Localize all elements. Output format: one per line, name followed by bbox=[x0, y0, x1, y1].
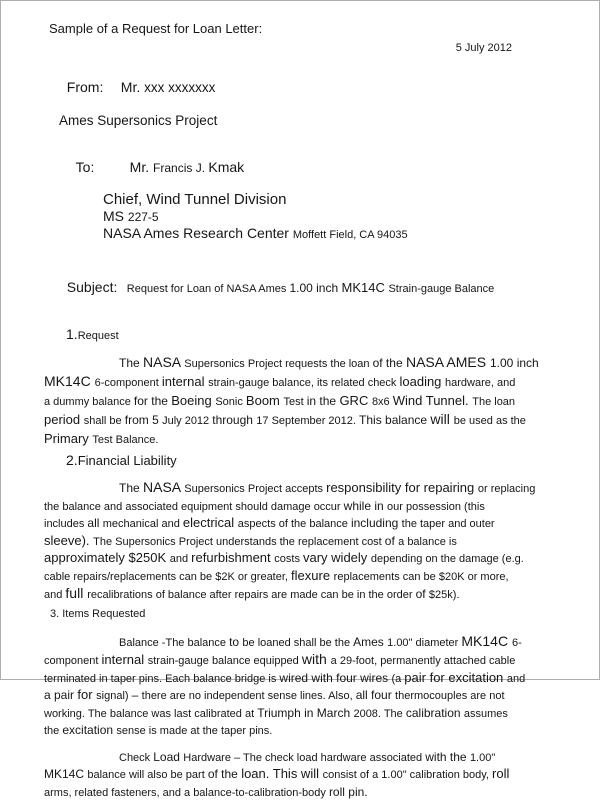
letter-section bbox=[44, 452, 559, 604]
text-segment: This will bbox=[273, 766, 323, 781]
to-recipient-name bbox=[130, 159, 244, 176]
from-label: From: bbox=[67, 79, 121, 96]
text-segment: in the bbox=[307, 394, 340, 408]
text-segment: mechanical and bbox=[103, 518, 183, 530]
text-segment: 6- bbox=[512, 637, 522, 649]
text-segment: working. The balance was last calibrated at bbox=[44, 708, 257, 720]
paragraph bbox=[44, 479, 559, 604]
text-segment: a 29-foot, permanently attached cable bbox=[331, 655, 516, 667]
text-segment: Sonic bbox=[215, 396, 246, 408]
paragraph bbox=[44, 749, 559, 801]
subject-text bbox=[127, 279, 494, 296]
text-segment: Load bbox=[153, 750, 183, 764]
text-segment: with the bbox=[425, 750, 470, 764]
text-segment: thermocouples are not bbox=[395, 690, 504, 702]
text-segment: be used as the bbox=[454, 415, 526, 427]
text-segment: 1.00 inch bbox=[490, 356, 539, 370]
text-segment: Hardware bbox=[183, 752, 234, 764]
document-title: Sample of a Request for Loan Letter: bbox=[49, 21, 559, 37]
text-segment: roll pin. bbox=[329, 785, 368, 799]
text-segment: will bbox=[430, 411, 453, 427]
text-segment: Francis J. bbox=[153, 161, 208, 175]
text-segment: 3. Items Requested bbox=[50, 608, 145, 620]
text-segment: The Supersonics Project understands the replacement cost bbox=[93, 536, 385, 548]
text-segment: Boom bbox=[246, 393, 284, 408]
text-segment: of the bbox=[208, 767, 241, 781]
text-segment: The bbox=[119, 481, 143, 495]
text-segment: terminated in taper pins. Each balance bridge is bbox=[44, 673, 279, 685]
text-segment: Balance -The balance bbox=[119, 637, 229, 649]
paragraph-line bbox=[44, 479, 559, 498]
text-segment: of bbox=[416, 587, 429, 601]
text-segment: and bbox=[507, 673, 525, 685]
text-segment: all bbox=[87, 516, 102, 530]
text-segment: loading bbox=[399, 374, 445, 389]
to-row bbox=[49, 143, 559, 192]
text-segment: the taper and outer bbox=[402, 518, 495, 530]
text-segment: to bbox=[229, 635, 242, 649]
text-segment: Request bbox=[78, 330, 119, 342]
text-segment: vary widely bbox=[303, 550, 371, 565]
to-label: To: bbox=[76, 159, 130, 175]
text-segment: arms, related fasteners, and a balance-to-calibration-body bbox=[44, 787, 329, 799]
text-segment: roll bbox=[492, 766, 509, 781]
text-segment: Test Balance. bbox=[92, 434, 158, 446]
text-segment: pair for excitation bbox=[404, 670, 507, 685]
text-segment: cable repairs/replacements can be $2K or greater, bbox=[44, 571, 291, 583]
text-segment: flexure bbox=[291, 568, 334, 583]
text-segment: of bbox=[385, 534, 398, 548]
paragraph-line bbox=[44, 633, 559, 652]
text-segment: full bbox=[65, 585, 87, 601]
paragraph bbox=[44, 633, 559, 740]
paragraph-line bbox=[44, 392, 559, 411]
text-segment: electrical bbox=[183, 515, 238, 530]
text-segment: and bbox=[44, 589, 65, 601]
text-segment: sleeve). bbox=[44, 533, 93, 548]
section-heading bbox=[66, 452, 559, 469]
subject-label: Subject: bbox=[67, 278, 127, 296]
letter-section bbox=[44, 326, 559, 449]
letter-body bbox=[44, 326, 559, 801]
text-segment: 1.00 inch bbox=[289, 281, 341, 295]
paragraph bbox=[44, 354, 559, 449]
text-segment: The bbox=[119, 356, 143, 370]
text-segment: 1. bbox=[66, 326, 78, 342]
text-segment: 1.00" bbox=[470, 752, 495, 764]
text-segment: xxx xxxxxxx bbox=[144, 80, 215, 95]
text-segment: from 5 bbox=[125, 413, 162, 427]
paragraph-line bbox=[44, 722, 559, 740]
date-line: 5 July 2012 bbox=[44, 42, 559, 55]
text-segment: assumes bbox=[464, 708, 508, 720]
text-segment: with bbox=[302, 651, 331, 667]
paragraph-line bbox=[44, 749, 559, 767]
text-segment: 8x6 bbox=[372, 396, 393, 408]
text-segment: Supersonics Project requests the loan bbox=[184, 358, 372, 370]
text-segment: internal bbox=[101, 652, 147, 667]
paragraph-line bbox=[44, 354, 559, 373]
text-segment: including bbox=[351, 516, 402, 530]
text-segment: Wind Tunnel. bbox=[393, 393, 473, 408]
section-heading bbox=[66, 326, 559, 345]
from-row bbox=[49, 62, 559, 113]
paragraph-line bbox=[44, 550, 559, 568]
text-segment: a dummy balance bbox=[44, 396, 134, 408]
text-segment: period bbox=[44, 412, 84, 427]
text-segment: costs bbox=[274, 553, 303, 565]
text-segment: 2008. The bbox=[353, 708, 405, 720]
text-segment: NASA bbox=[143, 354, 184, 370]
text-segment: Mr. bbox=[130, 159, 153, 175]
paragraph-line bbox=[44, 651, 559, 670]
text-segment: and bbox=[170, 553, 191, 565]
text-segment: Mr. bbox=[121, 79, 144, 95]
text-segment: MK14C bbox=[461, 633, 512, 649]
text-segment: a balance is bbox=[398, 536, 457, 548]
text-segment: a pair bbox=[44, 688, 77, 702]
text-segment: wired with four wires bbox=[279, 671, 391, 685]
text-segment: includes bbox=[44, 518, 87, 530]
from-name bbox=[121, 79, 216, 96]
text-segment: 6-component bbox=[95, 377, 162, 389]
text-segment: Request for Loan of NASA Ames bbox=[127, 283, 290, 295]
paragraph-line bbox=[44, 784, 559, 801]
text-segment: of the balance bbox=[279, 518, 351, 530]
text-segment: all four bbox=[356, 688, 395, 702]
text-segment: through bbox=[212, 413, 256, 427]
text-segment: MK14C bbox=[341, 280, 388, 295]
paragraph-line bbox=[44, 373, 559, 392]
text-segment: Check bbox=[119, 752, 153, 764]
text-segment: shall be bbox=[84, 415, 125, 427]
paragraph-line bbox=[44, 430, 559, 449]
text-segment: MS bbox=[103, 208, 128, 224]
text-segment: for the bbox=[134, 394, 171, 408]
text-segment: Kmak bbox=[208, 159, 244, 175]
text-segment: – The check load hardware associated bbox=[234, 752, 425, 764]
text-segment: Chief, Wind Tunnel Division bbox=[103, 191, 286, 208]
text-segment: Ames bbox=[353, 635, 387, 649]
paragraph-line bbox=[44, 498, 559, 516]
text-segment: signal) bbox=[96, 690, 131, 702]
text-segment: for bbox=[77, 687, 96, 702]
text-segment: MK14C bbox=[44, 767, 87, 781]
text-segment: balance will also be part bbox=[87, 769, 207, 781]
text-segment: aspects bbox=[238, 518, 279, 530]
text-segment: recalibrations of balance after repairs are made can be in the order bbox=[87, 589, 415, 601]
text-segment: the balance and associated equipment should damage occur bbox=[44, 501, 344, 513]
text-segment: – bbox=[132, 688, 142, 702]
paragraph-line bbox=[44, 411, 559, 430]
text-segment: Boeing bbox=[171, 393, 215, 408]
text-segment: or replacing bbox=[478, 483, 535, 495]
text-segment: replacements can be $20K or more, bbox=[334, 571, 509, 583]
to-block bbox=[49, 143, 559, 243]
paragraph-line bbox=[44, 515, 559, 533]
text-segment: strain-gauge balance, its related check bbox=[208, 377, 399, 389]
text-segment: 1.00" diameter bbox=[387, 637, 461, 649]
to-mail-stop bbox=[103, 208, 559, 225]
text-segment: Supersonics Project accepts bbox=[184, 483, 326, 495]
text-segment: calibration bbox=[406, 706, 464, 720]
paragraph-line bbox=[44, 705, 559, 723]
text-segment: Financial Liability bbox=[78, 453, 177, 468]
text-segment: be loaned shall be the bbox=[242, 637, 353, 649]
text-segment: 227-5 bbox=[128, 210, 159, 224]
text-segment: strain-gauge balance equipped bbox=[148, 655, 302, 667]
text-segment: NASA Ames Research Center bbox=[103, 225, 293, 241]
text-segment: GRC bbox=[339, 393, 372, 408]
text-segment: $25k). bbox=[429, 589, 460, 601]
text-segment: NASA AMES bbox=[406, 354, 490, 370]
text-segment: of a 1.00" calibration body, bbox=[360, 769, 492, 781]
text-segment: depending on the damage (e.g. bbox=[371, 553, 524, 565]
text-segment: Moffett Field, CA 94035 bbox=[293, 229, 408, 241]
text-segment: Test bbox=[284, 396, 307, 408]
from-organization: Ames Supersonics Project bbox=[59, 113, 559, 129]
text-segment: consist bbox=[323, 769, 360, 781]
text-segment: (a bbox=[391, 673, 404, 685]
text-segment: our possession (this bbox=[387, 501, 485, 513]
text-segment: the bbox=[44, 725, 62, 737]
paragraph-line bbox=[44, 687, 559, 705]
text-segment: Triumph in March bbox=[257, 706, 353, 720]
text-segment: excitation bbox=[62, 723, 116, 737]
to-recipient-title bbox=[103, 192, 559, 208]
text-segment: of the bbox=[373, 356, 406, 370]
text-segment: Primary bbox=[44, 431, 92, 446]
paragraph-line bbox=[44, 585, 559, 604]
text-segment: while in bbox=[344, 499, 387, 513]
text-segment: refurbishment bbox=[191, 550, 274, 565]
text-segment: component bbox=[44, 655, 101, 667]
subject-row bbox=[49, 260, 559, 316]
text-segment: 17 September 2012. bbox=[256, 415, 359, 427]
paragraph-line bbox=[44, 766, 559, 784]
text-segment: MK14C bbox=[44, 373, 95, 389]
text-segment: July 2012 bbox=[162, 415, 212, 427]
text-segment: hardware, and bbox=[445, 377, 515, 389]
letter-section bbox=[44, 606, 559, 801]
text-segment: internal bbox=[162, 374, 208, 389]
text-segment: loan. bbox=[241, 766, 273, 781]
paragraph-line bbox=[44, 568, 559, 586]
section-heading bbox=[50, 606, 559, 621]
paragraph-line bbox=[44, 533, 559, 551]
text-segment: responsibility for repairing bbox=[326, 480, 478, 495]
text-segment: sense is made at the taper pins. bbox=[116, 725, 272, 737]
text-segment: approximately $250K bbox=[44, 550, 170, 565]
text-segment: 2. bbox=[66, 452, 78, 468]
text-segment: NASA bbox=[143, 479, 184, 495]
text-segment: The loan bbox=[472, 396, 515, 408]
paragraph-line bbox=[44, 670, 559, 688]
text-segment: This balance bbox=[359, 413, 430, 427]
text-segment: Strain-gauge Balance bbox=[388, 283, 494, 295]
text-segment: there are no independent sense lines. Also, bbox=[142, 690, 356, 702]
to-address bbox=[103, 225, 559, 243]
